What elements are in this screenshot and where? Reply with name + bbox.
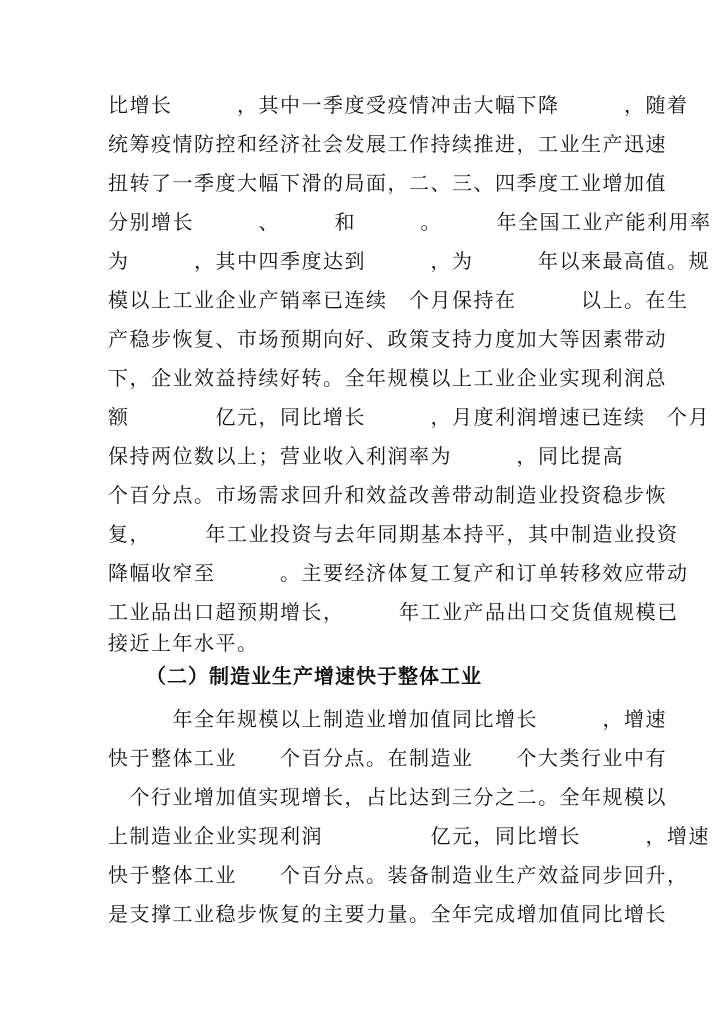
paragraph-line: 比增长 ，其中一季度受疫情冲击大幅下降 ，随着 xyxy=(108,93,689,117)
paragraph-line: 是支撑工业稳步恢复的主要力量。全年完成增加值同比增长 xyxy=(108,902,667,926)
paragraph-line: 为 ，其中四季度达到 ，为 年以来最高值。规 xyxy=(108,249,710,273)
paragraph-line: 快于整体工业 个百分点。在制造业 个大类行业中有 xyxy=(108,746,667,770)
paragraph-line: 保持两位数以上；营业收入利润率为 ，同比提高 xyxy=(108,444,689,468)
paragraph-line: 分别增长 、 和 。 年全国工业产能利用率 xyxy=(108,210,712,234)
paragraph-line: 下，企业效益持续好转。全年规模以上工业企业实现利润总 xyxy=(108,366,667,390)
paragraph-line: 额 亿元，同比增长 ，月度利润增速已连续 个月 xyxy=(108,405,710,429)
paragraph-line: 个百分点。市场需求回升和效益改善带动制造业投资稳步恢 xyxy=(108,483,667,507)
paragraph-line: 接近上年水平。 xyxy=(108,631,259,655)
paragraph-line: 复， 年工业投资与去年同期基本持平，其中制造业投资 xyxy=(108,522,679,546)
paragraph-line: 统筹疫情防控和经济社会发展工作持续推进，工业生产迅速 xyxy=(108,132,667,156)
paragraph-line: 降幅收窄至 。主要经济体复工复产和订单转移效应带动 xyxy=(108,561,689,585)
paragraph-line: 工业品出口超预期增长， 年工业产品出口交货值规模已 xyxy=(108,600,679,624)
paragraph-line: 个行业增加值实现增长，占比达到三分之二。全年规模以 xyxy=(108,785,667,809)
section-heading: （二）制造业生产增速快于整体工业 xyxy=(146,664,482,688)
paragraph-line: 上制造业企业实现利润 亿元，同比增长 ，增速 xyxy=(108,824,710,848)
paragraph-line: 产稳步恢复、市场预期向好、政策支持力度加大等因素带动 xyxy=(108,327,667,351)
paragraph-line: 扭转了一季度大幅下滑的局面，二、三、四季度工业增加值 xyxy=(108,171,667,195)
paragraph-line: 年全年规模以上制造业增加值同比增长 ，增速 xyxy=(108,707,667,731)
paragraph-line: 模以上工业企业产销率已连续 个月保持在 以上。在生 xyxy=(108,288,689,312)
paragraph-line: 快于整体工业 个百分点。装备制造业生产效益同步回升， xyxy=(108,863,689,887)
